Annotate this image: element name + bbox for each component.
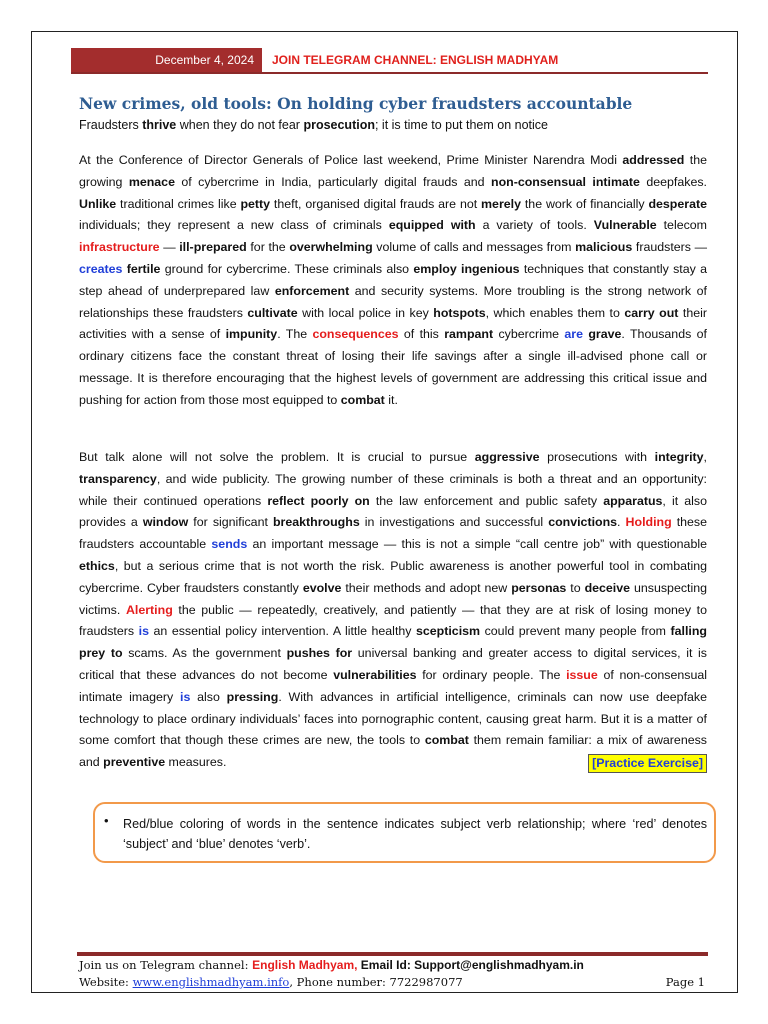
vocab-word: vulnerabilities (333, 667, 417, 682)
vocab-word: pushes for (286, 646, 353, 661)
subject-word: Holding (625, 515, 672, 530)
vocab-word: grave (588, 327, 622, 342)
vocab-word: breakthroughs (272, 515, 360, 530)
footer-website-label: Website: (79, 975, 133, 989)
vocab-word: carry out (624, 305, 679, 320)
vocab-word: Vulnerable (593, 218, 657, 233)
vocab-word: addressed (622, 153, 685, 167)
article-paragraph-2-body: But talk alone will not solve the problem. It is crucial to pursue aggressive prosecutions with integrity, transparency, and wide publicity. The growing number of these criminals is both a threat and an opportunity: while their continued operations reflect poorly on the law enforcement and public safety apparatus, it also provides a window for significant breakthroughs in investigations and successful convictions. Holding these fraudsters accountable sends an important message — this is not a simple “call centre job” with questionable ethics, but a serious crime that is not worth the risk. Public awareness is another powerful tool in combating cybercrime. Cyber fraudsters constantly evolve their methods and adopt new personas to deceive unsuspecting victims. Alerting the public — repeatedly, creatively, and patiently — that they are at risk of losing money to fraudsters is an essential policy intervention. A little healthy scepticism could prevent many people from falling prey to scams. As the government pushes for universal banking and greater access to digital services, it is critical that these advances do not become vulnerabilities for ordinary people. The issue of non-consensual intimate imagery is also pressing. With advances in artificial intelligence, criminals can now use deepfake technology to place ordinary individuals’ faces into pornographic content, causing great harm. But it is a matter of some comfort that though these crimes are new, the tools to combat them remain familiar: a mix of awareness and preventive measures. (79, 450, 708, 770)
page-number: Page 1 (665, 975, 705, 989)
bullet-icon: • (104, 813, 109, 828)
vocab-word: malicious (575, 240, 633, 255)
header-date: December 4, 2024 (71, 48, 262, 72)
footer-phone: , Phone number: 7722987077 (289, 975, 463, 989)
vocab-word: cultivate (247, 305, 298, 320)
vocab-word: menace (128, 174, 175, 189)
vocab-word: convictions (548, 515, 618, 530)
vocab-word: rampant (444, 327, 494, 342)
article-title: New crimes, old tools: On holding cyber fraudsters accountable (79, 94, 633, 113)
vocab-word: deceive (584, 580, 631, 595)
vocab-word: petty (240, 196, 271, 211)
vocab-word: apparatus (603, 493, 663, 508)
vocab-word: employ ingenious (413, 261, 520, 276)
legend-note-text: Red/blue coloring of words in the sentence indicates subject verb relationship; where ‘red’ denotes ‘subject’ and ‘blue’ denotes ‘verb’. (123, 817, 707, 851)
vocab-word: equipped with (388, 218, 476, 233)
vocab-word: overwhelming (289, 240, 373, 255)
legend-note-box (93, 802, 716, 863)
verb-word: creates (79, 261, 123, 276)
verb-word: are (564, 327, 583, 342)
vocab-word: non-consensual intimate (491, 174, 640, 189)
vocab-word: reflect poorly on (267, 493, 370, 508)
vocab-word: combat (340, 392, 385, 407)
vocab-word: enforcement (274, 283, 350, 298)
article-paragraph-1: At the Conference of Director Generals of Police last weekend, Prime Minister Narendra Modi addressed the growing menace of cybercrime in India, particularly digital frauds and non-consensual intimate deepfakes. Unlike traditional crimes like petty theft, organised digital frauds are not merely the work of financially desperate individuals; they represent a new class of criminals equipped with a variety of tools. Vulnerable telecom infrastructure — ill-prepared for the overwhelming volume of calls and messages from malicious fraudsters — creates fertile ground for cybercrime. These criminals also employ ingenious techniques that constantly stay a step ahead of underprepared law enforcement and security systems. More troubling is the strong network of relationships these fraudsters cultivate with local police in key hotspots, which enables them to carry out their activities with a sense of impunity. The consequences of this rampant cybercrime are grave. Thousands of ordinary citizens face the constant threat of losing their life savings after a single ill-advised phone call or message. It is therefore encouraging that the highest levels of government are addressing this critical issue and pushing for action from those most equipped to combat it. (79, 153, 708, 407)
verb-word: is (180, 689, 191, 704)
vocab-word: transparency (79, 471, 157, 486)
vocab-word: Unlike (79, 196, 117, 211)
practice-exercise-link[interactable]: [Practice Exercise] (588, 754, 707, 773)
footer-contact-line (79, 958, 584, 972)
vocab-word: personas (511, 580, 567, 595)
vocab-word: window (142, 515, 189, 530)
vocab-word: ethics (79, 558, 115, 573)
vocab-word: prosecution (303, 118, 375, 132)
article-subtitle: Fraudsters thrive when they do not fear prosecution; it is time to put them on notice (79, 118, 548, 132)
vocab-word: fertile (126, 261, 161, 276)
subject-word: issue (566, 667, 598, 682)
vocab-word: preventive (103, 755, 166, 770)
vocab-word: hotspots (433, 305, 486, 320)
article-paragraph-2 (79, 447, 707, 774)
vocab-word: thrive (142, 118, 177, 132)
vocab-word: evolve (302, 580, 342, 595)
vocab-word: scepticism (416, 624, 481, 639)
header-bar (71, 48, 708, 74)
footer-email: Email Id: Support@englishmadhyam.in (357, 958, 584, 972)
vocab-word: aggressive (474, 450, 540, 464)
footer-channel-name: English Madhyam, (252, 958, 358, 972)
header-telegram-banner: JOIN TELEGRAM CHANNEL: ENGLISH MADHYAM (272, 53, 559, 67)
vocab-word: integrity (654, 450, 704, 464)
subject-word: consequences (312, 327, 399, 342)
subject-word: infrastructure (79, 240, 160, 255)
verb-word: is (138, 624, 149, 639)
footer-divider (77, 952, 708, 956)
vocab-word: impunity (225, 327, 278, 342)
footer-website-link[interactable]: www.englishmadhyam.info (132, 975, 290, 989)
subject-word: Alerting (125, 602, 173, 617)
footer-website-line (79, 975, 707, 989)
vocab-word: desperate (648, 196, 707, 211)
vocab-word: ill-prepared (179, 240, 247, 255)
verb-word: sends (211, 537, 248, 552)
vocab-word: pressing (226, 689, 279, 704)
vocab-word: falling prey to (79, 624, 707, 661)
vocab-word: combat (424, 733, 469, 748)
vocab-word: merely (481, 196, 521, 211)
footer-join-label: Join us on Telegram channel: (79, 958, 253, 972)
